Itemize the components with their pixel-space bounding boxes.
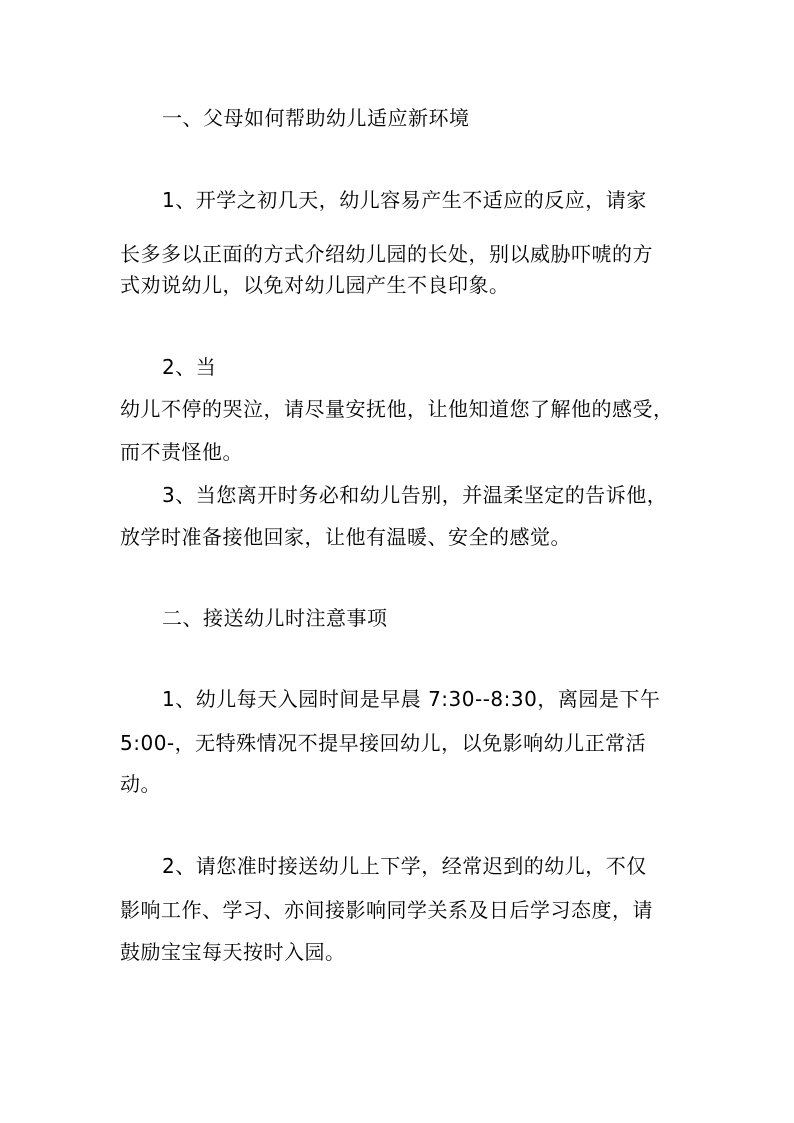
section1-item1-line1: 1、开学之初几天，幼儿容易产生不适应的反应，请家 bbox=[162, 188, 647, 212]
section1-item3-line1: 3、当您离开时务必和幼儿告别，并温柔坚定的告诉他， bbox=[162, 483, 668, 507]
section1-item2-line2: 幼儿不停的哭泣，请尽量安抚他，让他知道您了解他的感受， bbox=[120, 397, 674, 421]
section2-item2-line2: 影响工作、学习、亦间接影响同学关系及日后学习态度，请 bbox=[120, 898, 653, 922]
section1-item2-line3: 而不责怪他。 bbox=[120, 440, 243, 464]
section1-heading: 一、父母如何帮助幼儿适应新环境 bbox=[162, 106, 470, 130]
section1-item2-line1: 2、当 bbox=[162, 355, 217, 379]
section1-item1-line3: 式劝说幼儿，以免对幼儿园产生不良印象。 bbox=[120, 273, 510, 297]
section2-heading: 二、接送幼儿时注意事项 bbox=[162, 606, 388, 630]
section2-item2-line1: 2、请您准时接送幼儿上下学，经常迟到的幼儿，不仅 bbox=[162, 854, 647, 878]
section2-item1-line3: 动。 bbox=[120, 772, 161, 796]
section2-item2-line3: 鼓励宝宝每天按时入园。 bbox=[120, 940, 346, 964]
section1-item3-line2: 放学时准备接他回家，让他有温暖、安全的感觉。 bbox=[120, 525, 571, 549]
section2-item1-line1: 1、幼儿每天入园时间是早晨 7:30--8:30，离园是下午 bbox=[162, 687, 661, 711]
section2-item1-line2: 5:00-，无特殊情况不提早接回幼儿，以免影响幼儿正常活 bbox=[120, 731, 647, 755]
section1-item1-line2: 长多多以正面的方式介绍幼儿园的长处，别以威胁吓唬的方 bbox=[120, 242, 653, 266]
